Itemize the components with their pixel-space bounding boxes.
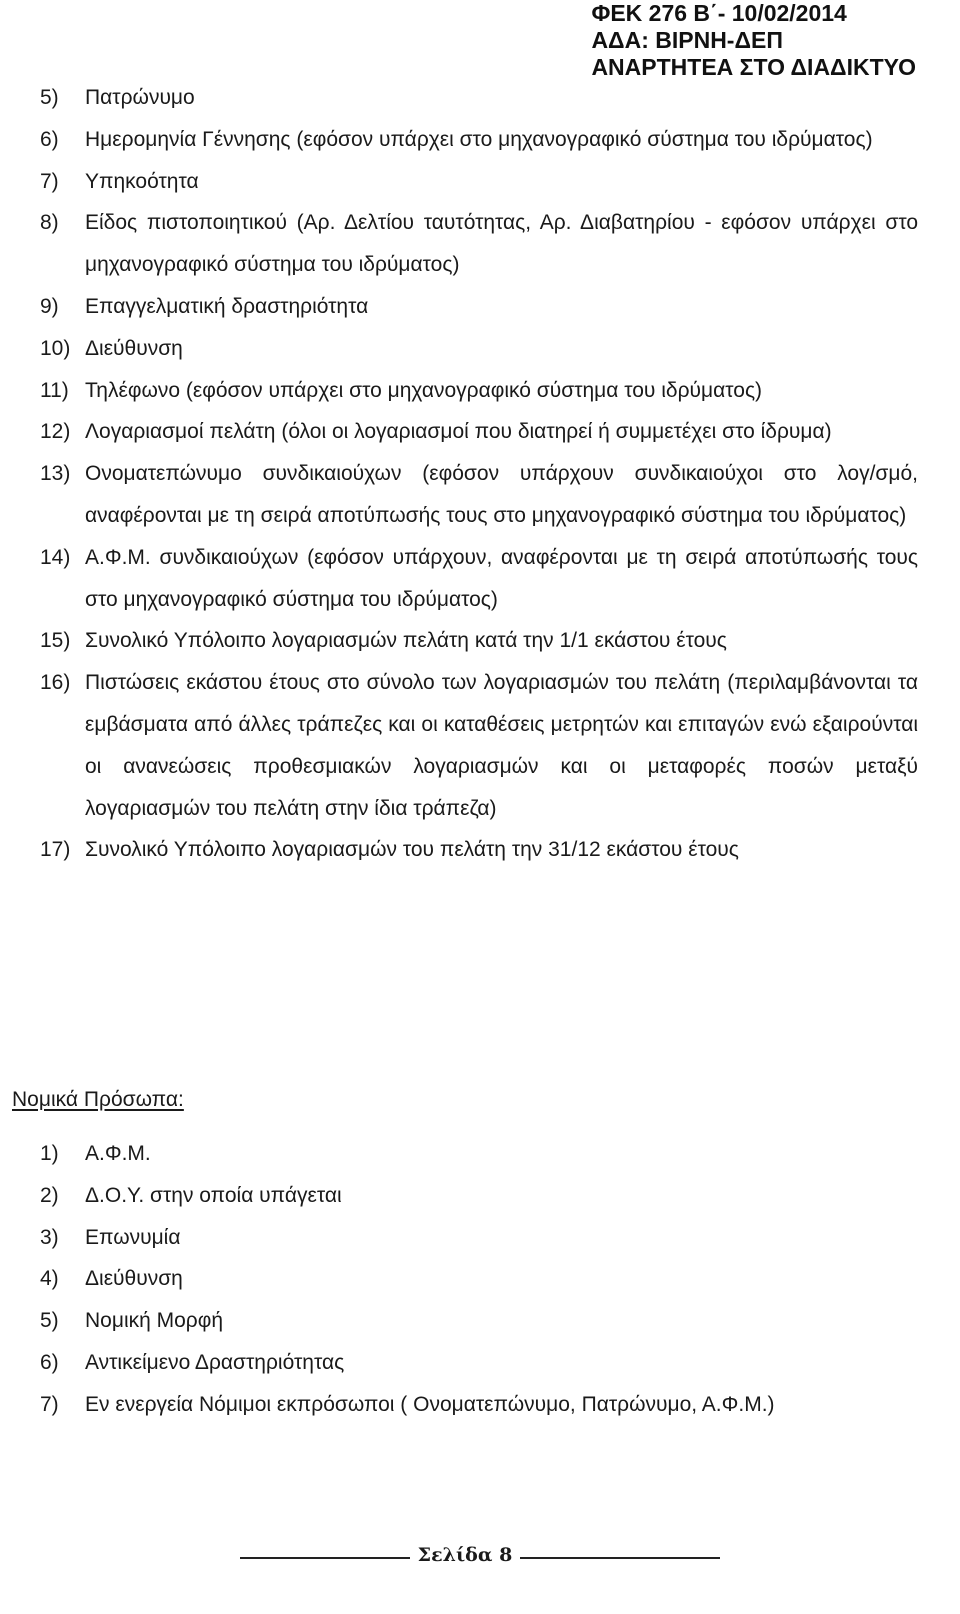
list-item: [40, 620, 918, 662]
item-text: Υπηκοότητα: [85, 169, 199, 193]
list-item: [40, 829, 918, 871]
list-item: [40, 286, 918, 328]
item-number: 1): [40, 1142, 59, 1165]
item-text: Ημερομηνία Γέννησης (εφόσον υπάρχει στο μηχανογραφικό σύστημα του ιδρύματος): [85, 127, 873, 151]
item-text: Πιστώσεις εκάστου έτους στο σύνολο των λογαριασμών του πελάτη (περιλαμβάνονται τα εμβάσματα από άλλες τράπεζες και οι καταθέσεις μετρητών και επιταγών ενώ εξαιρούνται οι ανανεώσεις προθεσμιακών λογαριασμών και οι μεταφορές ποσών μεταξύ λογαριασμών του πελάτη στην ίδια τράπεζα): [85, 671, 918, 820]
item-number: 13): [40, 462, 71, 486]
item-text: Διεύθυνση: [85, 1267, 183, 1291]
list-item: [40, 370, 918, 412]
list-item: [40, 202, 918, 286]
item-number: 6): [40, 127, 59, 151]
item-number: 16): [40, 671, 71, 695]
item-number: 5): [40, 1309, 59, 1333]
page-number: Σελίδα 8: [417, 1544, 513, 1566]
list-item: [40, 662, 918, 829]
publish-notice: ΑΝΑΡΤΗΤΕΑ ΣΤΟ ΔΙΑΔΙΚΤΥΟ: [591, 54, 916, 80]
footer-rule-right: [520, 1557, 720, 1559]
list-item: [40, 1175, 918, 1217]
item-text: Συνολικό Υπόλοιπο λογαριασμών του πελάτη την 31/12 εκάστου έτους: [85, 838, 739, 862]
list-item: [40, 1384, 918, 1426]
item-text: Α.Φ.Μ.: [85, 1142, 151, 1165]
item-text: Νομική Μορφή: [85, 1309, 224, 1333]
item-text: Συνολικό Υπόλοιπο λογαριασμών πελάτη κατά την 1/1 εκάστου έτους: [85, 629, 727, 653]
legal-persons-list: [40, 1133, 918, 1426]
item-number: 11): [40, 378, 69, 402]
list-item: [40, 453, 918, 537]
item-number: 2): [40, 1183, 59, 1207]
item-text: Ονοματεπώνυμο συνδικαιούχων (εφόσον υπάρχουν συνδικαιούχοι στο λογ/σμό, αναφέρονται με τη σειρά αποτύπωσής τους στο μηχανογραφικό σύστημα του ιδρύματος): [85, 462, 918, 527]
item-number: 4): [40, 1267, 59, 1291]
list-item: [40, 1300, 918, 1342]
item-text: Λογαριασμοί πελάτη (όλοι οι λογαριασμοί που διατηρεί ή συμμετέχει στο ίδρυμα): [85, 420, 832, 444]
gazette-reference: ΦΕΚ 276 Β΄- 10/02/2014: [591, 0, 847, 26]
natural-persons-list: [40, 77, 918, 871]
item-text: Αντικείμενο Δραστηριότητας: [85, 1350, 345, 1374]
list-item: [40, 1258, 918, 1300]
item-text: Διεύθυνση: [85, 336, 183, 360]
list-item: [40, 77, 918, 119]
ada-code: ΑΔΑ: ΒΙΡΝΗ-ΔΕΠ: [591, 27, 783, 53]
list-item: [40, 328, 918, 370]
list-item: [40, 161, 918, 203]
item-number: 5): [40, 86, 59, 109]
item-text: Εν ενεργεία Νόμιμοι εκπρόσωποι ( Ονοματεπώνυμο, Πατρώνυμο, Α.Φ.Μ.): [85, 1392, 775, 1416]
item-number: 10): [40, 336, 71, 360]
list-item: [40, 537, 918, 621]
list-item: [40, 1217, 918, 1259]
item-text: Πατρώνυμο: [85, 86, 195, 109]
legal-persons-heading: Νομικά Πρόσωπα:: [12, 1088, 184, 1111]
list-item: [40, 1342, 918, 1384]
item-text: Δ.Ο.Υ. στην οποία υπάγεται: [85, 1183, 342, 1207]
item-number: 14): [40, 545, 71, 569]
item-text: Είδος πιστοποιητικού (Αρ. Δελτίου ταυτότητας, Αρ. Διαβατηρίου - εφόσον υπάρχει στο μηχανογραφικό σύστημα του ιδρύματος): [85, 211, 918, 277]
item-number: 15): [40, 629, 71, 653]
item-text: Α.Φ.Μ. συνδικαιούχων (εφόσον υπάρχουν, αναφέρονται με τη σειρά αποτύπωσής τους στο μηχανογραφικό σύστημα του ιδρύματος): [85, 545, 918, 611]
item-number: 9): [40, 294, 59, 318]
document-header: [591, 0, 916, 81]
item-number: 7): [40, 169, 59, 193]
item-number: 7): [40, 1392, 59, 1416]
footer-rule-left: [240, 1557, 410, 1559]
list-item: [40, 411, 918, 453]
list-item: [40, 1133, 918, 1175]
page-footer: [0, 1540, 960, 1580]
item-number: 3): [40, 1225, 59, 1249]
item-number: 17): [40, 838, 71, 862]
item-text: Τηλέφωνο (εφόσον υπάρχει στο μηχανογραφικό σύστημα του ιδρύματος): [85, 378, 763, 402]
item-number: 6): [40, 1350, 59, 1374]
item-number: 12): [40, 420, 71, 444]
item-text: Επαγγελματική δραστηριότητα: [85, 294, 369, 318]
list-item: [40, 119, 918, 161]
item-number: 8): [40, 211, 59, 235]
item-text: Επωνυμία: [85, 1225, 181, 1249]
